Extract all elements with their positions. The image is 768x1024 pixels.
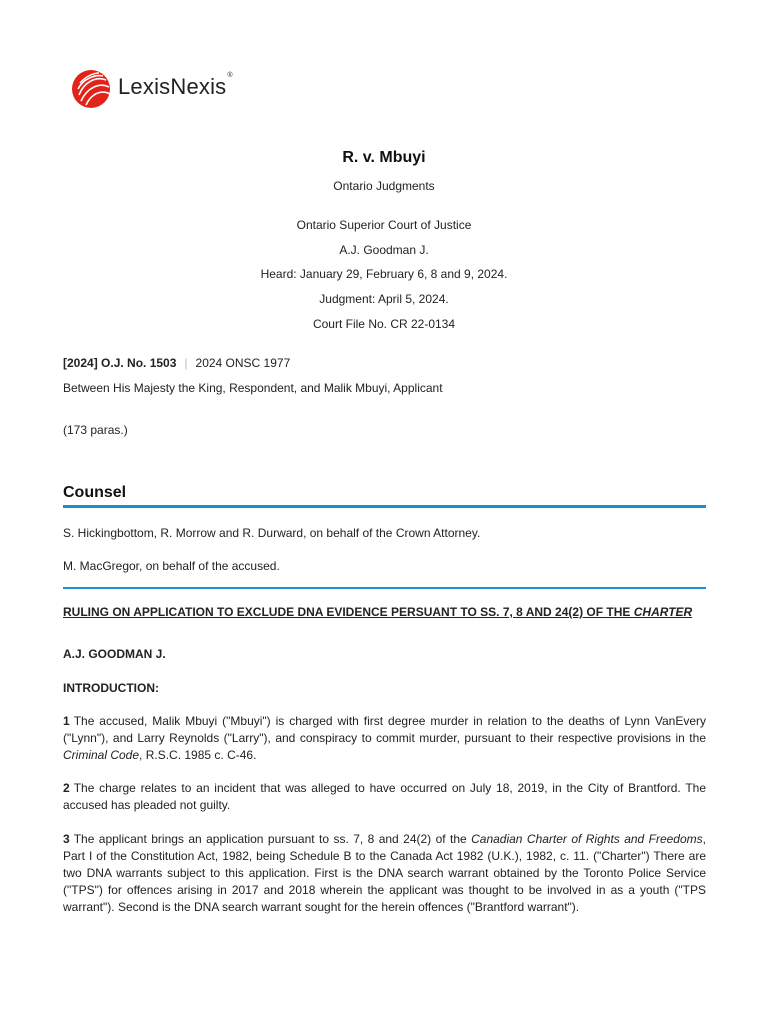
citation-line	[63, 356, 290, 370]
ruling-title	[63, 604, 706, 621]
paragraph-number: 2	[63, 781, 70, 795]
parties-line: Between His Majesty the King, Respondent, and Malik Mbuyi, Applicant	[63, 381, 443, 395]
introduction-heading: INTRODUCTION:	[63, 681, 159, 695]
paragraph-italic: Criminal Code	[63, 748, 140, 762]
paragraph-text: , R.S.C. 1985 c. C-46.	[139, 748, 257, 762]
paragraph-1	[63, 713, 706, 764]
brand-name: LexisNexis®	[118, 72, 233, 99]
paragraph-number: 1	[63, 714, 70, 728]
citation-neutral: 2024 ONSC 1977	[195, 356, 291, 370]
paragraph-text: The applicant brings an application pursuant to ss. 7, 8 and 24(2) of the	[73, 832, 472, 846]
paragraph-text: The accused, Malik Mbuyi ("Mbuyi") is charged with first degree murder in relation to the deaths of Lynn VanEvery ("Lynn"), and Larry Reynolds ("Larry"), and conspiracy to commit murder, pursuant to their respective provisions in the	[63, 714, 706, 745]
citation-primary: [2024] O.J. No. 1503	[63, 356, 177, 370]
court-name: Ontario Superior Court of Justice	[296, 218, 472, 232]
paragraph-italic: Canadian Charter of Rights and Freedoms	[471, 832, 703, 846]
paragraph-count: (173 paras.)	[63, 423, 128, 437]
counsel-divider	[63, 505, 706, 508]
judgment-date: Judgment: April 5, 2024.	[319, 292, 449, 306]
registered-mark: ®	[227, 72, 233, 79]
lexisnexis-logo[interactable]	[70, 66, 233, 112]
paragraph-text: , Part I of the Constitution Act, 1982, being Schedule B to the Canada Act 1982 (U.K.), 1982, c. 11. ("Charter") There are two DNA warrants subject to this application. First is the DNA search warrant obtained by the Toronto Police Service ("TPS") for offences arising in 2017 and 2018 wherein the applicant was thought to be involved in as a youth ("TPS warrant"). Second is the DNA search warrant sought for the herein offences ("Brantford warrant").	[63, 832, 706, 914]
court-file-number: Court File No. CR 22-0134	[312, 317, 456, 331]
paragraph-number: 3	[63, 832, 70, 846]
case-title: R. v. Mbuyi	[342, 149, 426, 166]
paragraph-3	[63, 831, 706, 916]
counsel-heading: Counsel	[63, 484, 127, 501]
ruling-title-part2: SS. 7, 8 AND 24(2) OF THE	[476, 605, 634, 619]
ruling-judge: A.J. GOODMAN J.	[63, 647, 166, 661]
crown-counsel: S. Hickingbottom, R. Morrow and R. Durward, on behalf of the Crown Attorney.	[63, 526, 481, 540]
paragraph-text: The charge relates to an incident that was alleged to have occurred on July 18, 2019, in the City of Brantford. The accused has pleaded not guilty.	[63, 781, 706, 812]
ruling-title-part1: RULING ON APPLICATION TO EXCLUDE DNA EVIDENCE PERSUANT TO	[63, 605, 477, 619]
lexisnexis-sphere-icon	[70, 68, 112, 110]
citation-separator: |	[184, 356, 188, 370]
judge-name: A.J. Goodman J.	[339, 243, 429, 257]
paragraph-2	[63, 780, 706, 814]
ruling-title-charter: CHARTER	[633, 605, 693, 619]
heard-dates: Heard: January 29, February 6, 8 and 9, 2024.	[260, 267, 508, 281]
reporter-name: Ontario Judgments	[333, 179, 435, 193]
defence-counsel: M. MacGregor, on behalf of the accused.	[63, 559, 280, 573]
counsel-bottom-divider	[63, 587, 706, 589]
